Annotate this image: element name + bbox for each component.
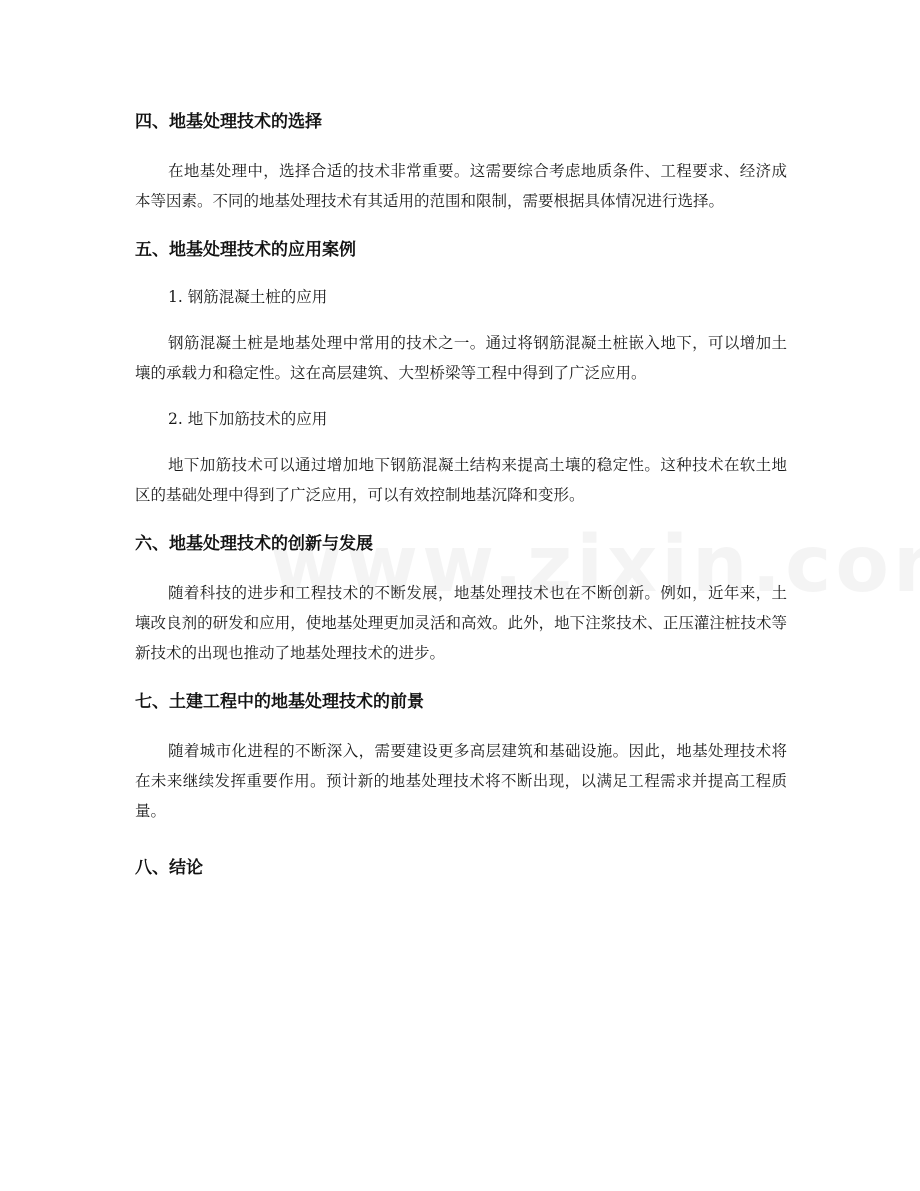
section-paragraph-7: 随着城市化进程的不断深入，需要建设更多高层建筑和基础设施。因此，地基处理技术将在未来继续发挥重要作用。预计新的地基处理技术将不断出现，以满足工程需求并提高工程质量。: [135, 742, 787, 820]
section-heading-7: 七、土建工程中的地基处理技术的前景: [135, 692, 424, 712]
subsection-title-5-1: 1. 钢筋混凝土桩的应用: [168, 288, 328, 306]
subsection-title-5-2: 2. 地下加筋技术的应用: [168, 410, 328, 428]
subsection-paragraph-5-2: 地下加筋技术可以通过增加地下钢筋混凝土结构来提高土壤的稳定性。这种技术在软土地区的基础处理中得到了广泛应用，可以有效控制地基沉降和变形。: [135, 456, 787, 504]
section-heading-5: 五、地基处理技术的应用案例: [135, 240, 356, 260]
section-heading-6: 六、地基处理技术的创新与发展: [135, 534, 373, 554]
document-body: [135, 106, 787, 884]
section-paragraph-4: 在地基处理中，选择合适的技术非常重要。这需要综合考虑地质条件、工程要求、经济成本等因素。不同的地基处理技术有其适用的范围和限制，需要根据具体情况进行选择。: [135, 162, 787, 210]
section-heading-4: 四、地基处理技术的选择: [135, 112, 322, 132]
section-paragraph-6: 随着科技的进步和工程技术的不断发展，地基处理技术也在不断创新。例如，近年来，土壤改良剂的研发和应用，使地基处理更加灵活和高效。此外，地下注浆技术、正压灌注桩技术等新技术的出现也推动了地基处理技术的进步。: [135, 584, 787, 662]
section-heading-8: 八、结论: [135, 858, 203, 878]
subsection-paragraph-5-1: 钢筋混凝土桩是地基处理中常用的技术之一。通过将钢筋混凝土桩嵌入地下，可以增加土壤的承载力和稳定性。这在高层建筑、大型桥梁等工程中得到了广泛应用。: [135, 334, 787, 382]
